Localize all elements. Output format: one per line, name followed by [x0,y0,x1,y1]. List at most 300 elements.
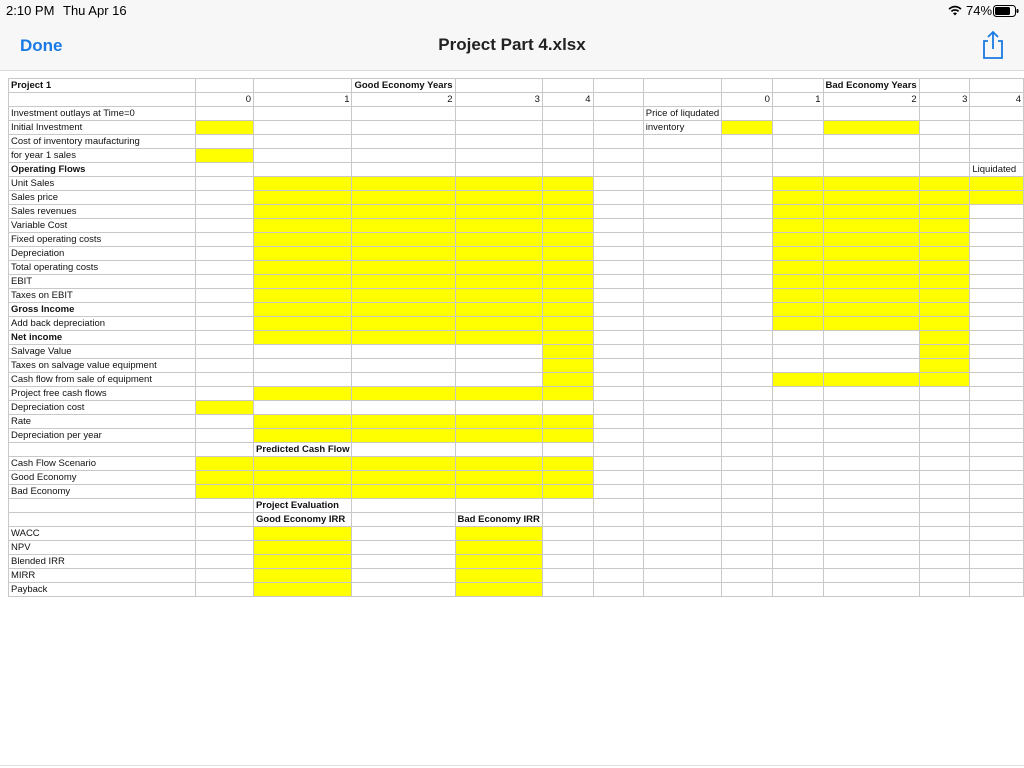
sheet-cell[interactable] [455,163,542,177]
sheet-cell[interactable] [823,387,919,401]
sheet-cell[interactable] [593,499,643,513]
sheet-cell[interactable] [919,79,970,93]
sheet-cell[interactable] [772,401,823,415]
sheet-cell[interactable] [970,247,1024,261]
highlighted-cell[interactable] [823,191,919,205]
sheet-cell[interactable] [196,233,254,247]
year-header[interactable]: 3 [455,93,542,107]
sheet-cell[interactable] [919,401,970,415]
sheet-cell[interactable] [455,359,542,373]
sheet-cell[interactable] [593,135,643,149]
sheet-cell[interactable] [9,513,196,527]
sheet-cell[interactable] [970,485,1024,499]
highlighted-cell[interactable] [254,527,352,541]
sheet-cell[interactable] [970,121,1024,135]
sheet-cell[interactable] [593,485,643,499]
highlighted-cell[interactable] [542,331,593,345]
sheet-cell[interactable] [823,429,919,443]
row-label[interactable]: Net income [9,331,196,345]
sheet-cell[interactable] [643,499,721,513]
year-header[interactable]: 3 [919,93,970,107]
highlighted-cell[interactable] [542,373,593,387]
highlighted-cell[interactable] [542,303,593,317]
highlighted-cell[interactable] [254,289,352,303]
sheet-cell[interactable] [970,107,1024,121]
sheet-cell[interactable] [970,569,1024,583]
row-label[interactable]: Total operating costs [9,261,196,275]
sheet-cell[interactable] [722,345,773,359]
sheet-cell[interactable] [772,527,823,541]
sheet-cell[interactable] [823,149,919,163]
highlighted-cell[interactable] [542,359,593,373]
highlighted-cell[interactable] [455,303,542,317]
highlighted-cell[interactable] [455,331,542,345]
sheet-cell[interactable] [196,583,254,597]
sheet-cell[interactable] [9,499,196,513]
sheet-cell[interactable] [643,233,721,247]
sheet-cell[interactable] [643,135,721,149]
sheet-cell[interactable] [772,499,823,513]
sheet-cell[interactable] [823,541,919,555]
highlighted-cell[interactable] [254,205,352,219]
highlighted-cell[interactable] [455,233,542,247]
highlighted-cell[interactable] [919,289,970,303]
sheet-cell[interactable] [772,457,823,471]
highlighted-cell[interactable] [823,233,919,247]
row-label[interactable]: Unit Sales [9,177,196,191]
sheet-cell[interactable] [722,387,773,401]
sheet-cell[interactable] [593,387,643,401]
sheet-cell[interactable] [352,555,455,569]
done-button[interactable]: Done [20,36,63,55]
highlighted-cell[interactable] [196,149,254,163]
sheet-cell[interactable] [970,443,1024,457]
sheet-cell[interactable] [772,107,823,121]
highlighted-cell[interactable] [455,317,542,331]
sheet-cell[interactable] [542,79,593,93]
highlighted-cell[interactable] [352,471,455,485]
sheet-cell[interactable] [772,471,823,485]
sheet-cell[interactable] [643,93,721,107]
highlighted-cell[interactable] [542,205,593,219]
sheet-cell[interactable] [643,555,721,569]
sheet-cell[interactable] [593,289,643,303]
highlighted-cell[interactable] [352,457,455,471]
sheet-cell[interactable] [455,345,542,359]
sheet-cell[interactable] [593,205,643,219]
sheet-cell[interactable] [970,233,1024,247]
sheet-cell[interactable] [722,527,773,541]
sheet-cell[interactable] [919,527,970,541]
sheet-cell[interactable] [643,457,721,471]
sheet-cell[interactable] [722,163,773,177]
sheet-cell[interactable] [455,121,542,135]
highlighted-cell[interactable] [352,317,455,331]
highlighted-cell[interactable] [772,247,823,261]
row-label[interactable]: Depreciation per year [9,429,196,443]
highlighted-cell[interactable] [352,247,455,261]
highlighted-cell[interactable] [970,177,1024,191]
sheet-cell[interactable] [970,541,1024,555]
highlighted-cell[interactable] [455,457,542,471]
highlighted-cell[interactable] [722,121,773,135]
sheet-cell[interactable] [919,429,970,443]
sheet-cell[interactable] [919,583,970,597]
sheet-cell[interactable] [823,583,919,597]
sheet-cell[interactable] [823,513,919,527]
highlighted-cell[interactable] [352,191,455,205]
sheet-cell[interactable] [722,219,773,233]
highlighted-cell[interactable] [254,317,352,331]
highlighted-cell[interactable] [970,191,1024,205]
highlighted-cell[interactable] [254,191,352,205]
sheet-cell[interactable] [196,289,254,303]
project-evaluation-label[interactable]: Project Evaluation [254,499,352,513]
highlighted-cell[interactable] [772,373,823,387]
sheet-cell[interactable] [455,135,542,149]
sheet-cell[interactable] [643,541,721,555]
year-header[interactable]: 2 [352,93,455,107]
sheet-cell[interactable] [352,583,455,597]
sheet-cell[interactable] [352,163,455,177]
sheet-cell[interactable] [593,93,643,107]
highlighted-cell[interactable] [254,555,352,569]
sheet-cell[interactable] [593,247,643,261]
sheet-cell[interactable] [722,569,773,583]
sheet-cell[interactable] [722,261,773,275]
sheet-cell[interactable] [970,457,1024,471]
highlighted-cell[interactable] [823,247,919,261]
highlighted-cell[interactable] [455,485,542,499]
highlighted-cell[interactable] [823,289,919,303]
sheet-cell[interactable] [593,149,643,163]
sheet-cell[interactable] [722,471,773,485]
highlighted-cell[interactable] [823,177,919,191]
sheet-cell[interactable] [970,555,1024,569]
sheet-cell[interactable] [772,555,823,569]
highlighted-cell[interactable] [455,261,542,275]
highlighted-cell[interactable] [542,457,593,471]
sheet-cell[interactable] [643,191,721,205]
sheet-cell[interactable] [254,373,352,387]
highlighted-cell[interactable] [542,485,593,499]
project-label[interactable]: Project 1 [9,79,196,93]
sheet-cell[interactable] [722,275,773,289]
row-label[interactable]: MIRR [9,569,196,583]
sheet-cell[interactable] [542,555,593,569]
sheet-cell[interactable] [196,415,254,429]
sheet-cell[interactable] [722,429,773,443]
highlighted-cell[interactable] [823,303,919,317]
sheet-cell[interactable] [823,527,919,541]
sheet-cell[interactable] [593,163,643,177]
sheet-cell[interactable] [593,261,643,275]
row-label[interactable]: WACC [9,527,196,541]
sheet-cell[interactable] [970,583,1024,597]
sheet-cell[interactable] [970,513,1024,527]
sheet-cell[interactable] [196,555,254,569]
highlighted-cell[interactable] [542,247,593,261]
highlighted-cell[interactable] [919,219,970,233]
sheet-cell[interactable] [970,527,1024,541]
sheet-cell[interactable] [196,191,254,205]
highlighted-cell[interactable] [455,555,542,569]
sheet-cell[interactable] [643,485,721,499]
sheet-cell[interactable] [455,149,542,163]
sheet-cell[interactable] [643,205,721,219]
sheet-cell[interactable] [772,163,823,177]
price-of-liquidated-label[interactable]: Price of liqudated [643,107,721,121]
highlighted-cell[interactable] [542,415,593,429]
sheet-cell[interactable] [542,135,593,149]
highlighted-cell[interactable] [352,303,455,317]
sheet-cell[interactable] [196,247,254,261]
highlighted-cell[interactable] [254,569,352,583]
row-label[interactable]: Variable Cost [9,219,196,233]
sheet-cell[interactable] [254,359,352,373]
sheet-cell[interactable] [352,149,455,163]
highlighted-cell[interactable] [254,233,352,247]
sheet-cell[interactable] [593,429,643,443]
highlighted-cell[interactable] [919,317,970,331]
highlighted-cell[interactable] [352,177,455,191]
sheet-cell[interactable] [593,275,643,289]
highlighted-cell[interactable] [196,485,254,499]
sheet-cell[interactable] [196,443,254,457]
row-label[interactable]: Operating Flows [9,163,196,177]
highlighted-cell[interactable] [254,219,352,233]
sheet-cell[interactable] [970,303,1024,317]
sheet-cell[interactable] [593,331,643,345]
sheet-cell[interactable] [643,331,721,345]
sheet-cell[interactable] [722,541,773,555]
sheet-cell[interactable] [593,401,643,415]
highlighted-cell[interactable] [542,471,593,485]
sheet-cell[interactable] [919,443,970,457]
highlighted-cell[interactable] [542,191,593,205]
highlighted-cell[interactable] [455,219,542,233]
sheet-cell[interactable] [196,79,254,93]
year-header[interactable]: 4 [970,93,1024,107]
sheet-cell[interactable] [823,443,919,457]
row-label[interactable]: Project free cash flows [9,387,196,401]
highlighted-cell[interactable] [352,219,455,233]
row-label[interactable]: Bad Economy [9,485,196,499]
sheet-cell[interactable] [970,205,1024,219]
sheet-cell[interactable] [970,331,1024,345]
highlighted-cell[interactable] [772,205,823,219]
sheet-cell[interactable] [542,121,593,135]
sheet-cell[interactable] [823,163,919,177]
sheet-cell[interactable] [254,79,352,93]
sheet-cell[interactable] [352,401,455,415]
highlighted-cell[interactable] [823,205,919,219]
highlighted-cell[interactable] [919,331,970,345]
sheet-cell[interactable] [970,135,1024,149]
year-header[interactable]: 0 [722,93,773,107]
sheet-cell[interactable] [970,387,1024,401]
sheet-cell[interactable] [643,527,721,541]
highlighted-cell[interactable] [823,219,919,233]
highlighted-cell[interactable] [455,275,542,289]
highlighted-cell[interactable] [542,289,593,303]
year-header[interactable]: 1 [254,93,352,107]
row-label[interactable]: Gross Income [9,303,196,317]
sheet-cell[interactable] [919,163,970,177]
highlighted-cell[interactable] [352,289,455,303]
sheet-cell[interactable] [196,373,254,387]
sheet-cell[interactable] [772,583,823,597]
highlighted-cell[interactable] [352,415,455,429]
sheet-cell[interactable] [772,429,823,443]
row-label[interactable]: Fixed operating costs [9,233,196,247]
highlighted-cell[interactable] [455,191,542,205]
sheet-cell[interactable] [722,457,773,471]
sheet-cell[interactable] [823,345,919,359]
sheet-cell[interactable] [772,135,823,149]
sheet-cell[interactable] [722,107,773,121]
sheet-cell[interactable] [823,415,919,429]
sheet-cell[interactable] [9,93,196,107]
sheet-cell[interactable] [970,359,1024,373]
highlighted-cell[interactable] [455,247,542,261]
sheet-cell[interactable] [919,499,970,513]
sheet-cell[interactable] [542,513,593,527]
sheet-cell[interactable] [919,135,970,149]
sheet-cell[interactable] [643,261,721,275]
sheet-cell[interactable] [455,373,542,387]
sheet-cell[interactable] [823,107,919,121]
highlighted-cell[interactable] [919,345,970,359]
sheet-cell[interactable] [254,135,352,149]
sheet-cell[interactable] [722,331,773,345]
sheet-cell[interactable] [643,471,721,485]
highlighted-cell[interactable] [254,177,352,191]
highlighted-cell[interactable] [772,275,823,289]
highlighted-cell[interactable] [352,233,455,247]
highlighted-cell[interactable] [542,387,593,401]
highlighted-cell[interactable] [919,359,970,373]
highlighted-cell[interactable] [919,261,970,275]
sheet-cell[interactable] [542,149,593,163]
sheet-cell[interactable] [593,359,643,373]
sheet-cell[interactable] [352,345,455,359]
sheet-cell[interactable] [643,303,721,317]
row-label[interactable]: Blended IRR [9,555,196,569]
predicted-cash-flow-label[interactable]: Predicted Cash Flow [254,443,352,457]
sheet-cell[interactable] [970,219,1024,233]
inventory-label[interactable]: inventory [643,121,721,135]
sheet-cell[interactable] [919,387,970,401]
sheet-cell[interactable] [722,233,773,247]
row-label[interactable]: Taxes on salvage value equipment [9,359,196,373]
sheet-cell[interactable] [970,429,1024,443]
sheet-cell[interactable] [542,583,593,597]
row-label[interactable]: Taxes on EBIT [9,289,196,303]
sheet-cell[interactable] [722,79,773,93]
sheet-cell[interactable] [722,317,773,331]
sheet-cell[interactable] [772,387,823,401]
sheet-cell[interactable] [196,135,254,149]
sheet-cell[interactable] [823,499,919,513]
highlighted-cell[interactable] [352,331,455,345]
sheet-cell[interactable] [196,513,254,527]
sheet-cell[interactable] [772,331,823,345]
highlighted-cell[interactable] [254,541,352,555]
sheet-cell[interactable] [772,121,823,135]
sheet-cell[interactable] [643,429,721,443]
highlighted-cell[interactable] [352,429,455,443]
sheet-cell[interactable] [593,415,643,429]
sheet-cell[interactable] [823,457,919,471]
highlighted-cell[interactable] [772,233,823,247]
highlighted-cell[interactable] [823,261,919,275]
sheet-cell[interactable] [593,555,643,569]
sheet-cell[interactable] [455,107,542,121]
sheet-cell[interactable] [970,289,1024,303]
sheet-cell[interactable] [643,79,721,93]
sheet-cell[interactable] [643,163,721,177]
sheet-cell[interactable] [643,247,721,261]
highlighted-cell[interactable] [455,471,542,485]
sheet-cell[interactable] [772,541,823,555]
highlighted-cell[interactable] [352,485,455,499]
highlighted-cell[interactable] [352,261,455,275]
sheet-cell[interactable] [593,569,643,583]
sheet-cell[interactable] [823,485,919,499]
sheet-cell[interactable] [593,303,643,317]
sheet-cell[interactable] [970,415,1024,429]
highlighted-cell[interactable] [254,583,352,597]
highlighted-cell[interactable] [919,177,970,191]
sheet-cell[interactable] [643,149,721,163]
sheet-cell[interactable] [593,443,643,457]
sheet-cell[interactable] [970,401,1024,415]
sheet-cell[interactable] [542,443,593,457]
sheet-cell[interactable] [196,317,254,331]
sheet-cell[interactable] [919,415,970,429]
sheet-cell[interactable] [722,177,773,191]
sheet-cell[interactable] [196,541,254,555]
sheet-cell[interactable] [722,555,773,569]
sheet-cell[interactable] [823,359,919,373]
sheet-cell[interactable] [196,345,254,359]
sheet-cell[interactable] [772,345,823,359]
sheet-cell[interactable] [970,149,1024,163]
sheet-cell[interactable] [593,583,643,597]
sheet-cell[interactable] [970,275,1024,289]
sheet-cell[interactable] [352,443,455,457]
highlighted-cell[interactable] [254,471,352,485]
row-label[interactable]: Cost of inventory maufacturing [9,135,196,149]
highlighted-cell[interactable] [542,261,593,275]
sheet-cell[interactable] [722,583,773,597]
good-economy-header[interactable]: Good Economy Years [352,79,455,93]
sheet-cell[interactable] [919,485,970,499]
sheet-cell[interactable] [196,205,254,219]
highlighted-cell[interactable] [455,177,542,191]
sheet-cell[interactable] [254,345,352,359]
highlighted-cell[interactable] [772,219,823,233]
sheet-cell[interactable] [643,513,721,527]
sheet-cell[interactable] [722,401,773,415]
sheet-cell[interactable] [970,261,1024,275]
row-label[interactable]: Cash Flow Scenario [9,457,196,471]
sheet-cell[interactable] [196,331,254,345]
sheet-cell[interactable] [196,219,254,233]
sheet-cell[interactable] [455,443,542,457]
highlighted-cell[interactable] [919,191,970,205]
